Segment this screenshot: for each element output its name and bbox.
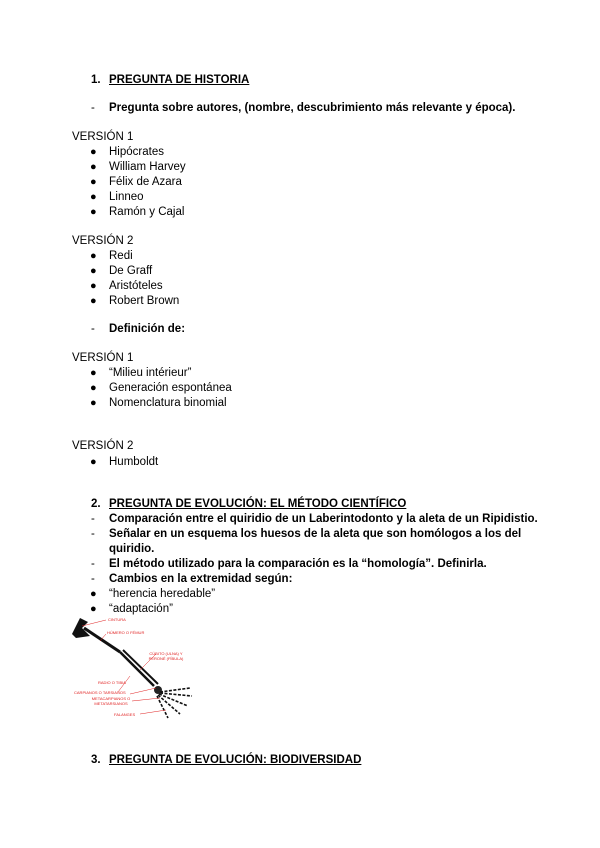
digit-bones <box>157 688 192 718</box>
dash-marker: - <box>91 573 95 585</box>
bullet: ● <box>90 367 97 379</box>
bullet: ● <box>90 146 97 158</box>
bullet: ● <box>90 382 97 394</box>
dash-marker: - <box>91 513 95 525</box>
list-item: “herencia heredable” <box>109 588 216 600</box>
bullet: ● <box>90 191 97 203</box>
list-item: “adaptación” <box>109 603 173 615</box>
definition-question: Definición de: <box>109 323 186 335</box>
diagram-label-carpals: CARPIANOS O TARSIANOS <box>74 690 126 695</box>
list-item: Hipócrates <box>109 146 164 158</box>
evolution-question-4: Cambios en la extremidad según: <box>109 573 293 585</box>
authors-question: Pregunta sobre autores, (nombre, descubrimiento más relevante y época). <box>109 102 516 114</box>
bullet: ● <box>90 265 97 277</box>
section-3-number: 3. <box>91 754 101 766</box>
list-item: Ramón y Cajal <box>109 206 185 218</box>
list-item: William Harvey <box>109 161 186 173</box>
list-item: Félix de Azara <box>109 176 182 188</box>
dash-marker: - <box>91 558 95 570</box>
list-item: Nomenclatura binomial <box>109 397 227 409</box>
list-item: Linneo <box>109 191 144 203</box>
list-item: “Milieu intérieur” <box>109 367 192 379</box>
bullet: ● <box>90 161 97 173</box>
list-item: Robert Brown <box>109 295 180 307</box>
bullet: ● <box>90 250 97 262</box>
evolution-question-2: Señalar en un esquema los huesos de la aleta que son homólogos a los del <box>109 528 522 540</box>
dash-marker: - <box>91 102 95 114</box>
evolution-question-2-cont: quiridio. <box>109 543 155 555</box>
list-item: De Graff <box>109 265 153 277</box>
bullet: ● <box>90 456 97 468</box>
def-version-1-label: VERSIÓN 1 <box>72 352 134 364</box>
evolution-question-1: Comparación entre el quiridio de un Laberintodonto y la aleta de un Ripidistio. <box>109 513 538 525</box>
bullet: ● <box>90 603 97 615</box>
diagram-label-humerus: HÚMERO O FÉMUR <box>107 630 145 635</box>
def-version-2-label: VERSIÓN 2 <box>72 440 134 452</box>
section-2-title: PREGUNTA DE EVOLUCIÓN: EL MÉTODO CIENTÍFICO <box>109 498 407 510</box>
list-item: Redi <box>109 250 133 262</box>
list-item: Generación espontánea <box>109 382 232 394</box>
diagram-label-phalanges: FALANGES <box>114 712 136 717</box>
section-1-number: 1. <box>91 74 101 86</box>
dash-marker: - <box>91 323 95 335</box>
list-item: Aristóteles <box>109 280 163 292</box>
diagram-label-girdle: CINTURA <box>108 617 126 622</box>
section-3-title: PREGUNTA DE EVOLUCIÓN: BIODIVERSIDAD <box>109 754 362 766</box>
girdle-shape <box>72 618 90 638</box>
bullet: ● <box>90 206 97 218</box>
diagram-label-ulna: CÚBITO (ULNA) Y PERONÉ (FÍBULA) <box>148 651 184 661</box>
bullet: ● <box>90 588 97 600</box>
bullet: ● <box>90 295 97 307</box>
diagram-label-metacarpals: METACARPIANOS O METATARSIANOS <box>91 696 131 706</box>
section-1-title: PREGUNTA DE HISTORIA <box>109 74 250 86</box>
list-item: Humboldt <box>109 456 159 468</box>
bullet: ● <box>90 280 97 292</box>
version-2-label: VERSIÓN 2 <box>72 235 134 247</box>
dash-marker: - <box>91 528 95 540</box>
diagram-label-radius: RADIO O TIBIA <box>98 680 126 685</box>
version-1-label: VERSIÓN 1 <box>72 131 134 143</box>
bullet: ● <box>90 397 97 409</box>
evolution-question-3: El método utilizado para la comparación es la “homología”. Definirla. <box>109 558 487 570</box>
section-2-number: 2. <box>91 498 101 510</box>
bullet: ● <box>90 176 97 188</box>
